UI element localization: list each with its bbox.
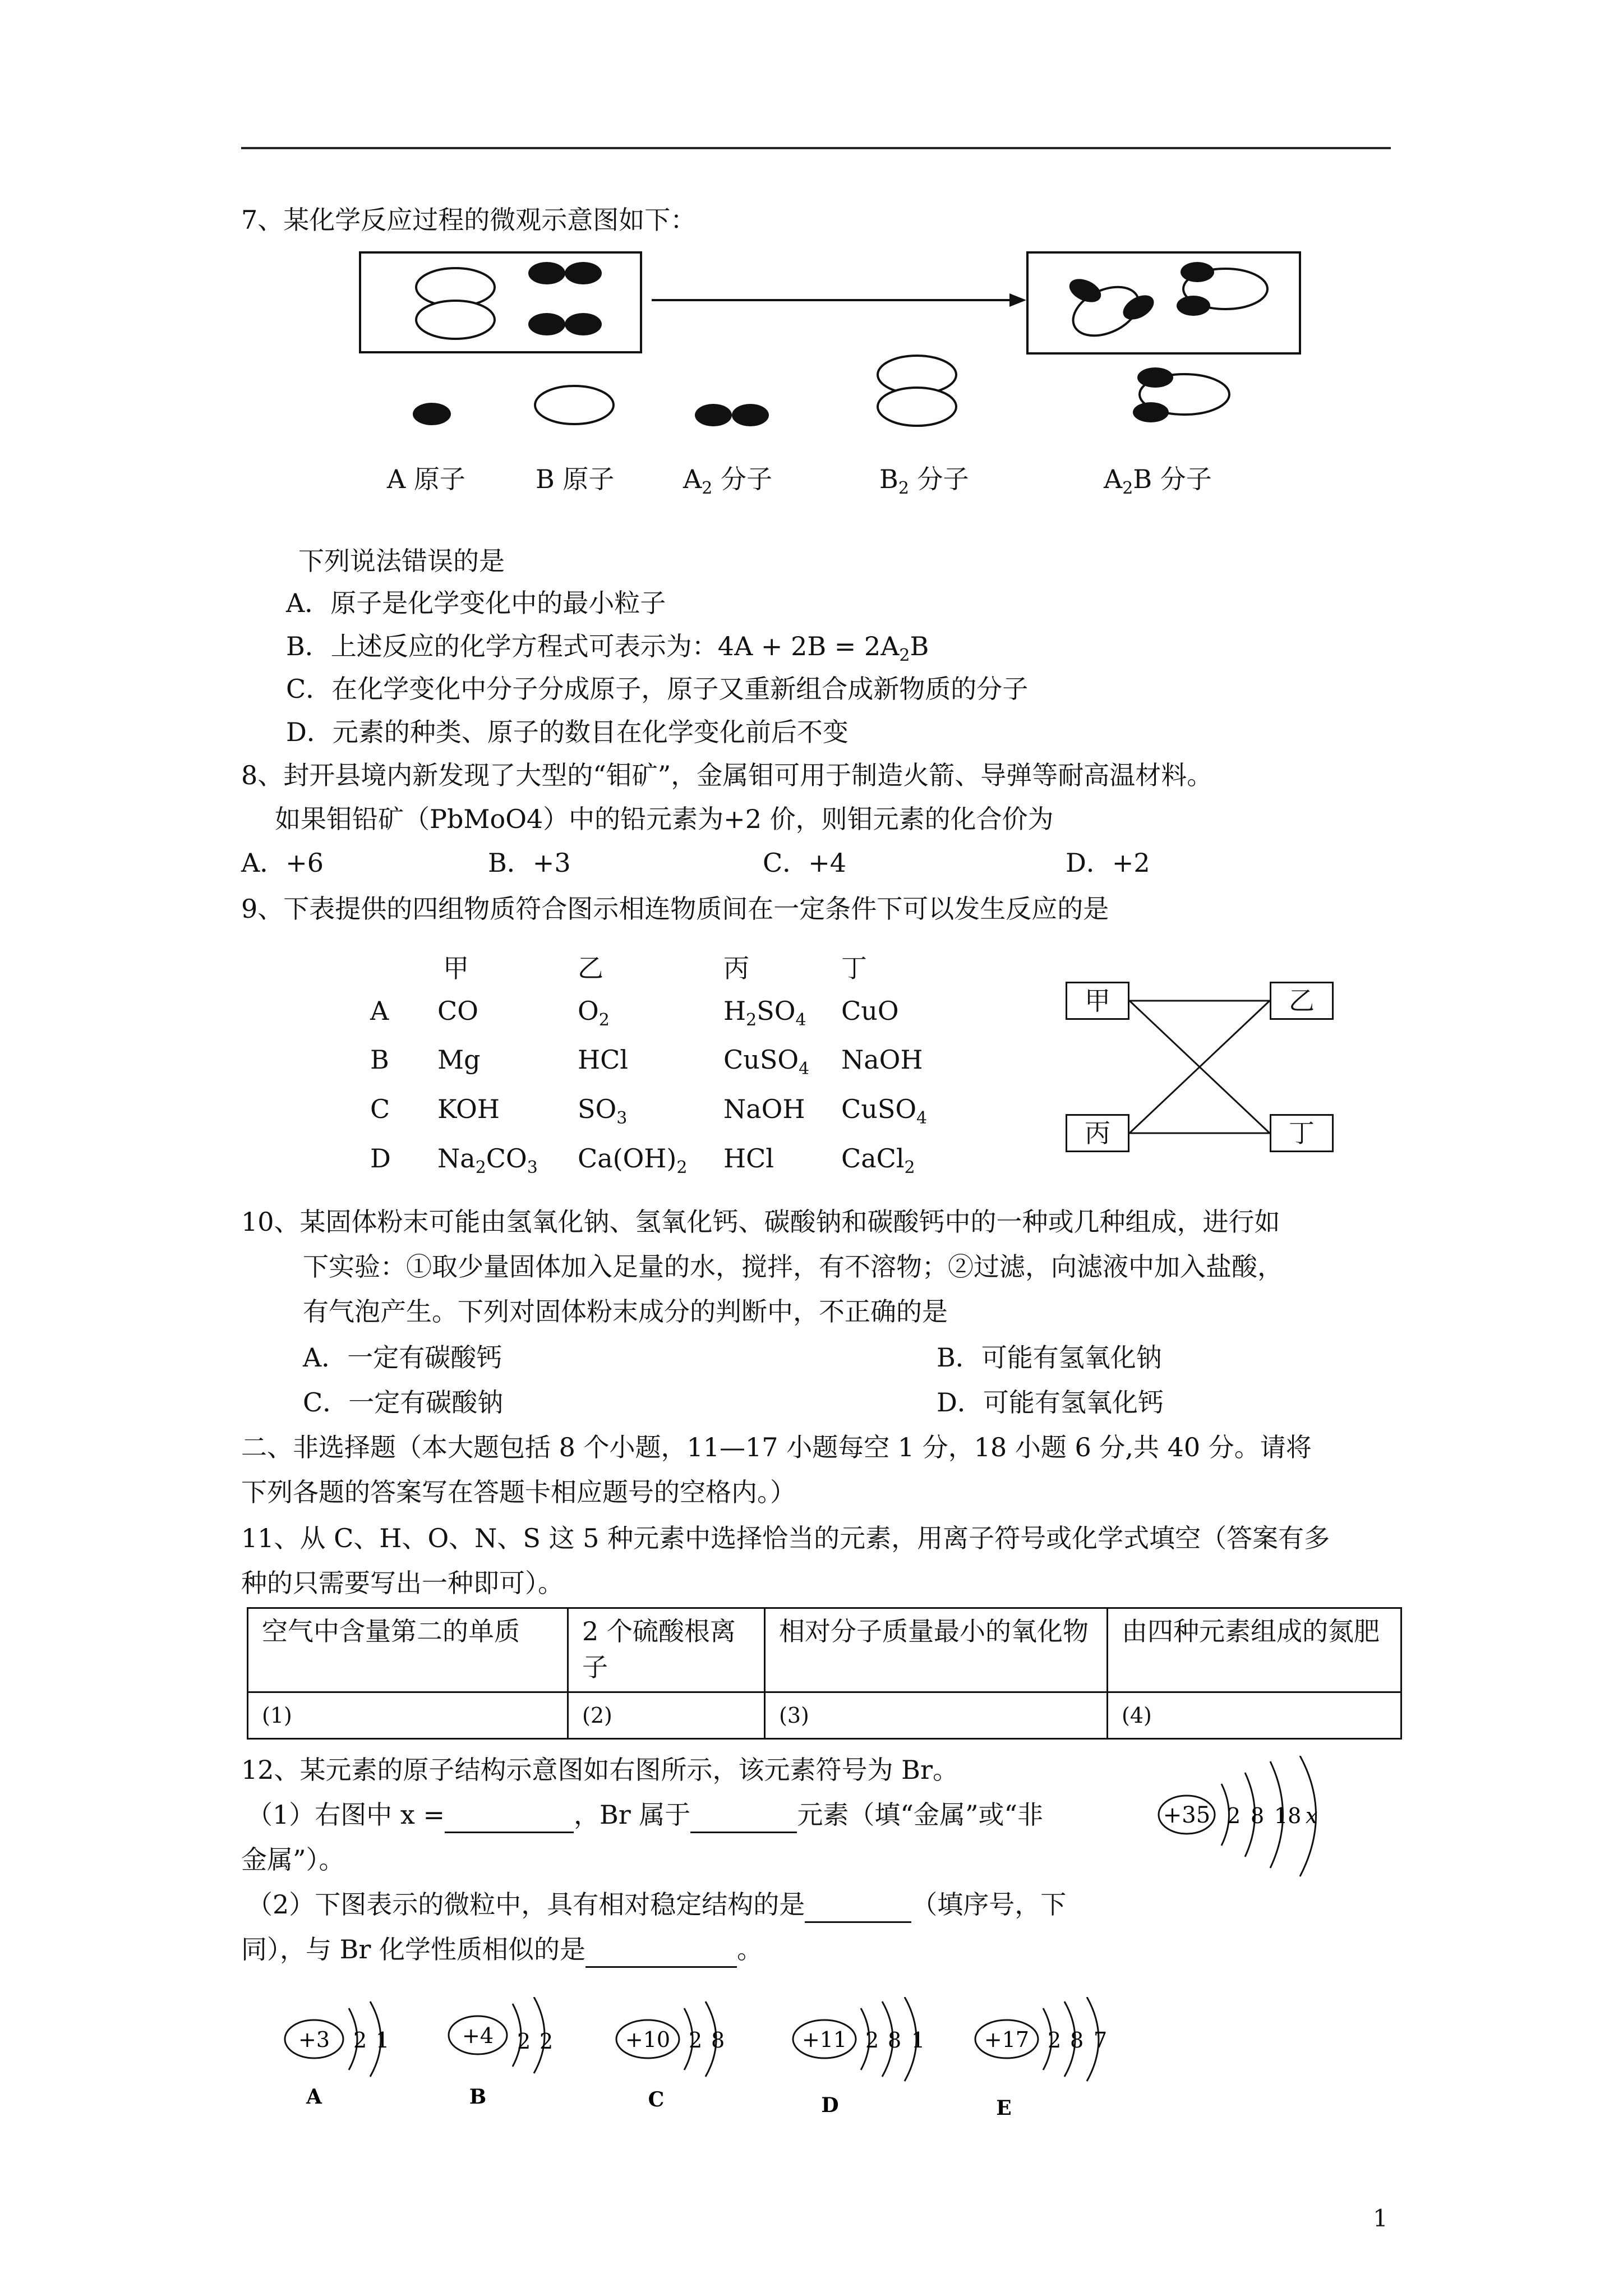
particle-c [616,2001,725,2111]
q9-row-b-c2: HCl [578,1045,629,1075]
br-shell-2: 8 [1251,1803,1265,1828]
section2-line1: 二、非选择题（本大题包括 8 个小题，11—17 小题每空 1 分，18 小题 6 分,共 40 分。请将 [241,1432,1312,1462]
particle-b-label: B [469,2085,487,2109]
q11-header-3: 相对分子质量最小的氧化物 [765,1608,1108,1692]
q9-row-a-c1: CO [437,996,478,1026]
particle-a-shell-1: 2 [353,2028,367,2053]
legend-a-atom-label: A 原子 [387,464,465,494]
particle-a-label: A [306,2085,322,2109]
q12-part1-line: （1）右图中 x = ，Br 属于 元素（填“金属”或“非 [247,1798,1043,1833]
q9-row-c-c1: KOH [437,1094,500,1124]
legend-b-atom-label: B 原子 [536,464,615,494]
q9-node-ding: 丁 [1270,1114,1334,1152]
q10-option-a: A．一定有碳酸钙 [303,1342,502,1373]
q12-blank-similar[interactable] [585,1932,737,1968]
q12-line1: 12、某元素的原子结构示意图如右图所示，该元素符号为 Br。 [241,1755,958,1785]
q9-node-yi: 乙 [1270,982,1334,1020]
reactant-a2-molecules [528,262,602,335]
legend-b-atom [535,386,614,424]
section2-line2: 下列各题的答案写在答题卡相应题号的空格内。） [241,1477,796,1507]
q12-part2-line2: 同），与 Br 化学性质相似的是 。 [241,1932,763,1968]
legend-a2b-label: $A_2B$ 分子 [1104,464,1212,498]
q11-blank-1[interactable]: (1) [248,1692,568,1739]
q9-row-a-c4: CuO [841,996,899,1026]
q12-blank-type[interactable] [690,1798,797,1833]
q9-node-bing: 丙 [1066,1114,1129,1152]
q10-option-d: D．可能有氢氧化钙 [937,1387,1164,1418]
legend-a2-molecule [695,404,769,426]
q9-row-b-c1: Mg [437,1045,481,1075]
q7-title: 7、某化学反应过程的微观示意图如下： [241,205,697,235]
particle-b [449,1997,553,2109]
br-nucleus: +35 [1163,1802,1211,1828]
q7-option-a: A．原子是化学变化中的最小粒子 [286,588,666,618]
legend-b2-label: $B_2$ 分子 [879,464,969,498]
q7-molecule-diagram [0,0,1623,505]
q11-header-4: 由四种元素组成的氮肥 [1108,1608,1401,1692]
particle-d-shell-3: 1 [911,2028,925,2053]
legend-a2b-molecule [1133,367,1229,422]
q10-option-c: C．一定有碳酸钠 [303,1387,504,1418]
product-a2b-molecules [1066,262,1267,346]
br-atom-structure-diagram [1155,1756,1346,1879]
particle-d [793,1997,925,2117]
q9-header-bing: 丙 [723,953,749,983]
q8-line1: 8、封开县境内新发现了大型的“钼矿”，金属钼可用于制造火箭、导弹等耐高温材料。 [241,760,1213,790]
q11-line2: 种的只需要写出一种即可）。 [241,1568,564,1598]
particle-c-label: C [648,2088,665,2111]
q8-line2: 如果钼铅矿（PbMoO4）中的铅元素为+2 价，则钼元素的化合价为 [275,804,1054,834]
q9-row-b-label: B [370,1045,389,1075]
q11-line1: 11、从 C、H、O、N、S 这 5 种元素中选择恰当的元素，用离子符号或化学式填空（答案有多 [241,1523,1330,1553]
q7-option-c: C．在化学变化中分子分成原子，原子又重新组合成新物质的分子 [286,674,1029,704]
q12-part2-line: （2）下图表示的微粒中，具有相对稳定结构的是 （填序号，下 [247,1888,1066,1923]
q9-row-a-label: A [370,996,389,1026]
page-number: 1 [1373,2205,1388,2232]
q10-line3: 有气泡产生。下列对固体粉末成分的判断中，不正确的是 [303,1296,948,1327]
q9-row-b-c3: CuSO$_4$ [723,1045,810,1079]
particle-c-shell-2: 8 [711,2028,725,2053]
q11-blank-4[interactable]: (4) [1108,1692,1401,1739]
particle-c-shell-1: 2 [689,2028,703,2053]
legend-b2-molecule [878,356,956,426]
particle-e-nucleus: +17 [984,2027,1030,2052]
q8-option-c: C．+4 [763,848,847,878]
q12-part1-line2: 金属”）。 [241,1844,345,1875]
q9-row-a-c3: $H_2SO_4$ [723,996,806,1030]
q11-header-2: 2 个硫酸根离子 [568,1608,765,1692]
particle-e-shell-3: 7 [1094,2028,1108,2053]
particle-a [285,2001,389,2109]
q9-row-c-label: C [370,1094,390,1124]
q9-node-jia: 甲 [1066,982,1129,1020]
q11-answer-table [247,1607,1402,1740]
particle-b-shell-2: 2 [540,2029,554,2054]
br-shell-1: 2 [1227,1803,1241,1828]
particle-e [975,1997,1107,2120]
q11-blank-3[interactable]: (3) [765,1692,1108,1739]
q8-option-a: A．+6 [241,848,324,878]
q9-row-b-c4: NaOH [841,1045,923,1075]
q10-line1: 10、某固体粉末可能由氢氧化钠、氢氧化钙、碳酸钠和碳酸钙中的一种或几种组成，进行如 [241,1207,1280,1237]
q9-header-yi: 乙 [578,953,603,983]
particle-d-shell-1: 2 [865,2028,879,2053]
q9-row-d-c4: CaCl$_2$ [841,1143,915,1177]
q7-stem: 下列说法错误的是 [298,546,505,576]
particle-b-nucleus: +4 [462,2023,494,2048]
particle-e-shell-2: 8 [1070,2028,1084,2053]
particle-d-nucleus: +11 [801,2027,847,2052]
q9-row-d-c1: $Na_2CO_3$ [437,1143,538,1177]
particle-c-nucleus: +10 [625,2027,671,2052]
q7-option-d: D．元素的种类、原子的数目在化学变化前后不变 [286,717,849,747]
q8-option-b: B．+3 [488,848,571,878]
q9-row-d-c3: HCl [723,1143,774,1174]
arrow-head [1009,293,1026,307]
q10-line2: 下实验：①取少量固体加入足量的水，搅拌，有不溶物；②过滤，向滤液中加入盐酸， [303,1251,1283,1282]
particle-b-shell-1: 2 [517,2029,531,2054]
legend-a-atom [413,403,451,425]
q7-option-b: B．上述反应的化学方程式可表示为：$4A + 2B = 2A_2B$ [286,631,929,665]
q11-header-1: 空气中含量第二的单质 [248,1608,568,1692]
q12-blank-stable[interactable] [805,1888,911,1923]
particle-d-label: D [821,2093,839,2117]
q9-row-c-c2: $SO_3$ [578,1094,628,1128]
particle-a-nucleus: +3 [298,2027,330,2052]
particle-e-shell-1: 2 [1048,2028,1062,2053]
q10-option-b: B．可能有氢氧化钠 [937,1342,1162,1373]
q9-row-c-c3: NaOH [723,1094,805,1124]
q11-blank-2[interactable]: (2) [568,1692,765,1739]
q9-row-c-c4: CuSO$_4$ [841,1094,928,1128]
q8-option-d: D．+2 [1066,848,1150,878]
particle-a-shell-2: 1 [376,2028,390,2053]
particle-structure-diagrams [269,1997,1195,2126]
q9-row-a-c2: $O_2$ [578,996,610,1030]
particle-e-label: E [996,2096,1012,2120]
q9-title: 9、下表提供的四组物质符合图示相连物质间在一定条件下可以发生反应的是 [241,894,1109,924]
particle-d-shell-2: 8 [888,2028,902,2053]
reactant-b2-molecule [416,268,495,339]
br-shell-3: 18 [1274,1803,1302,1828]
q12-blank-x[interactable] [445,1798,574,1833]
q9-row-d-label: D [370,1143,391,1174]
q9-row-d-c2: $Ca(OH)_2$ [578,1143,688,1177]
br-shell-4: x [1306,1803,1318,1828]
q9-header-jia: 甲 [443,953,469,983]
legend-a2-label: $A_2$ 分子 [683,464,772,498]
q9-header-ding: 丁 [841,953,867,983]
